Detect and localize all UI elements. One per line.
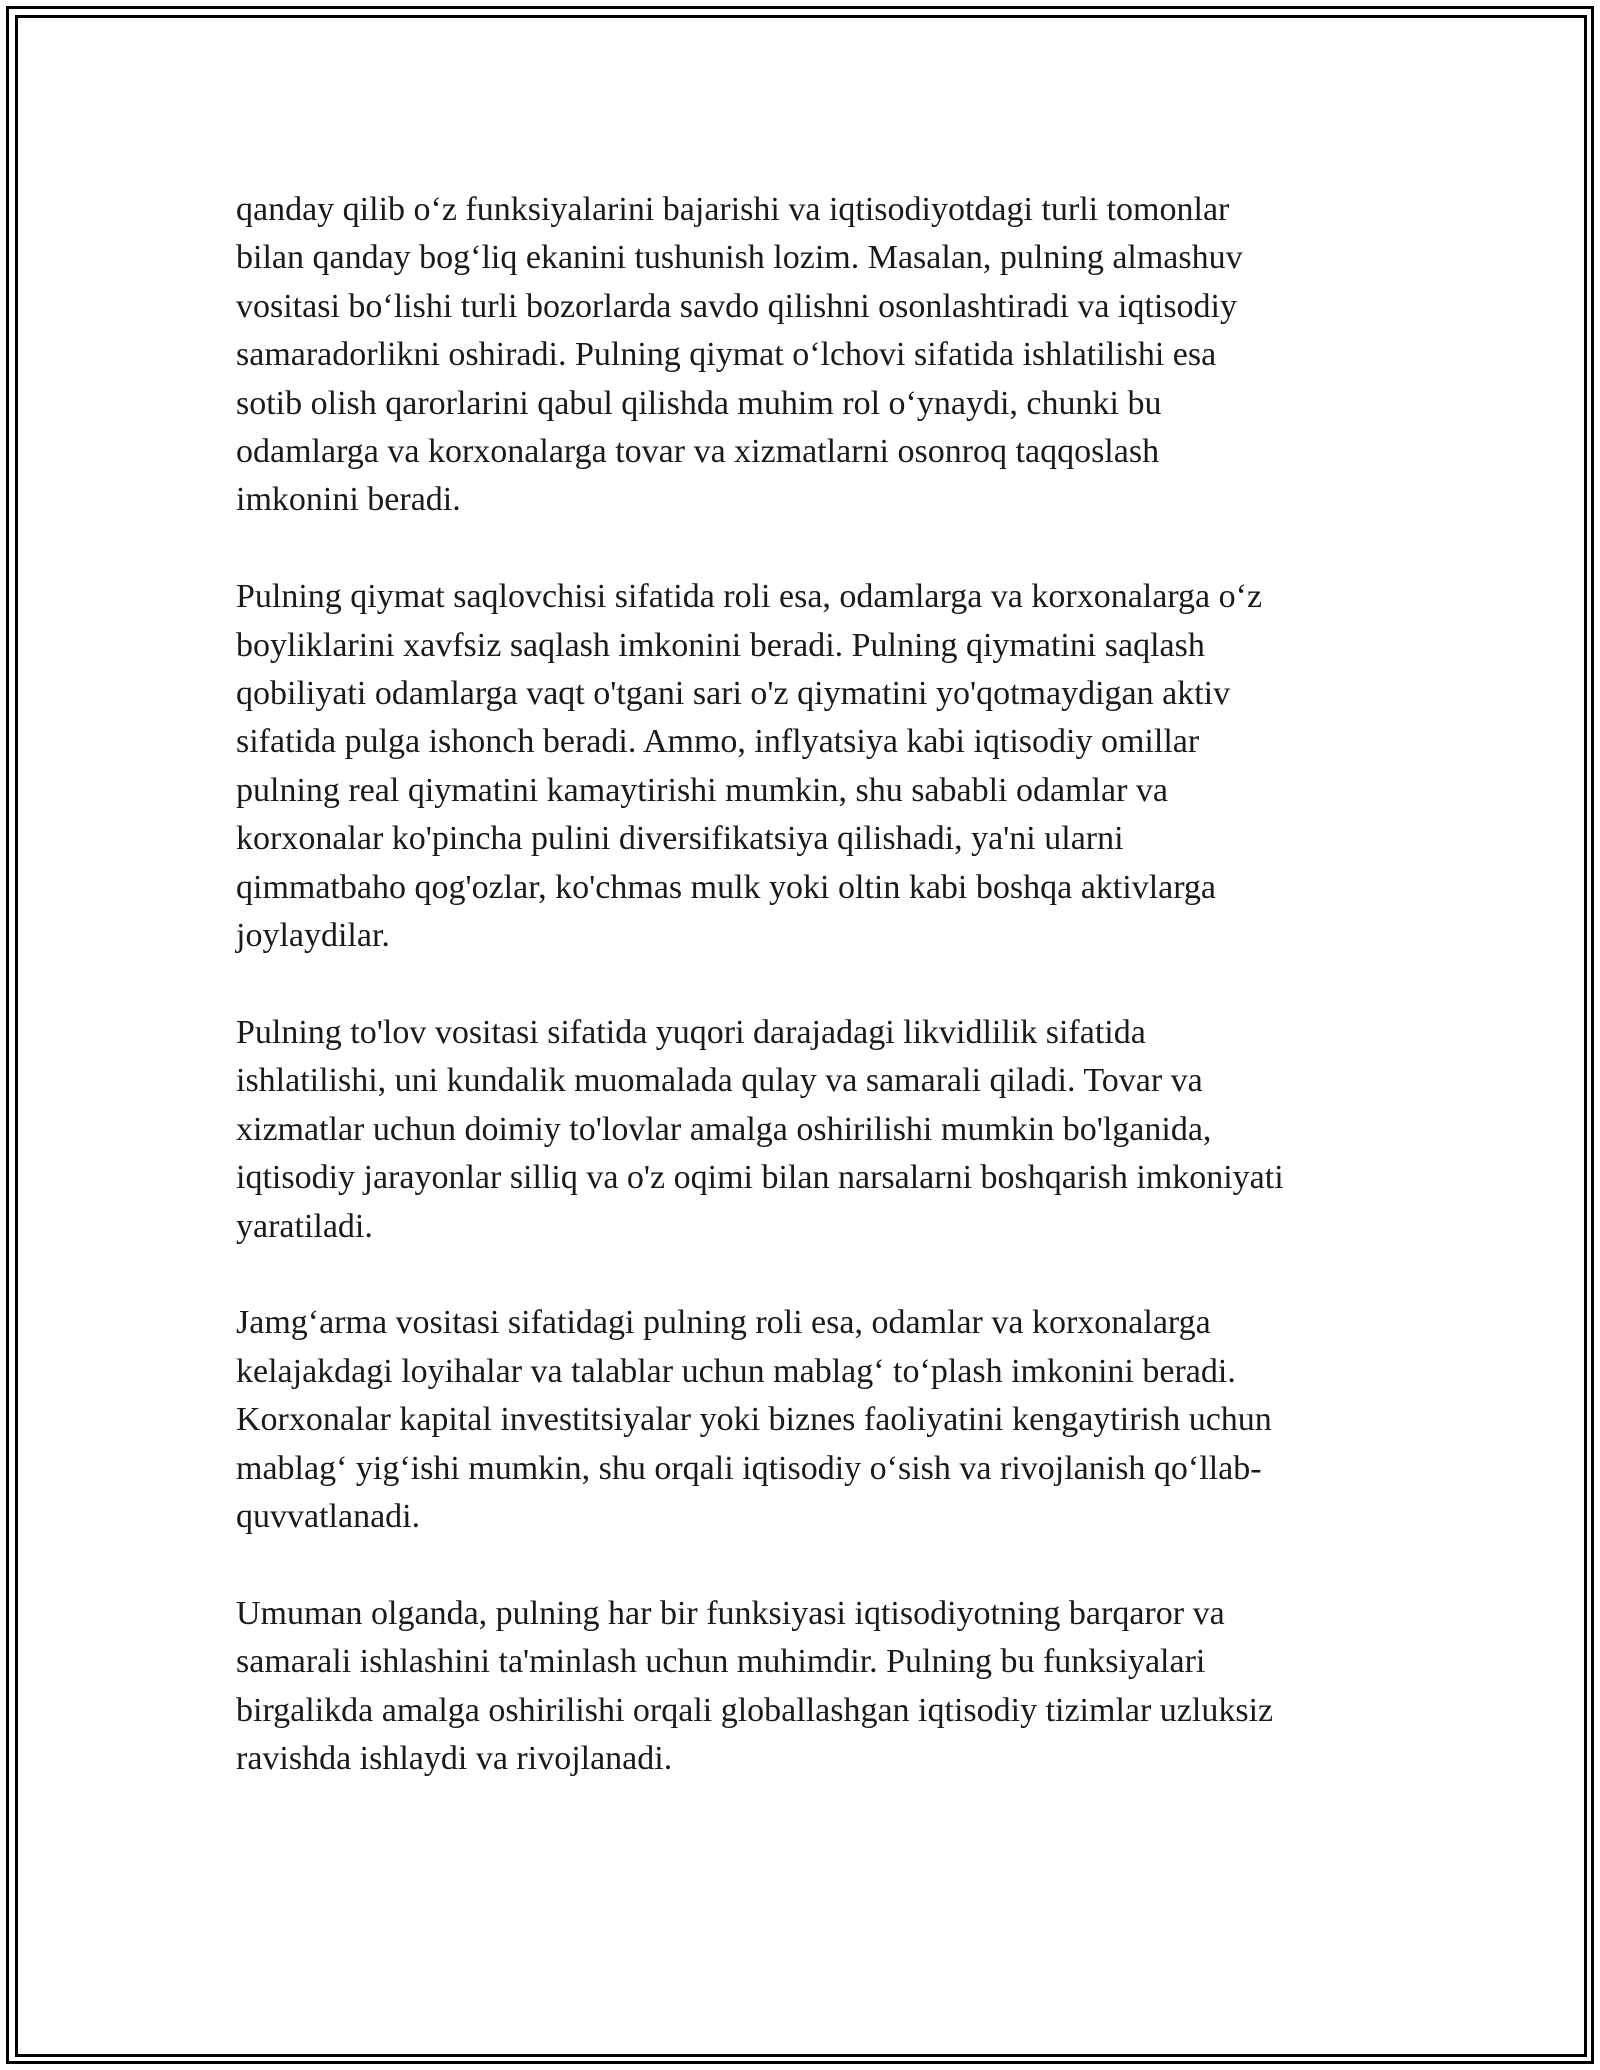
- text-line: vositasi bo‘lishi turli bozorlarda savdo qilishni osonlashtiradi va iqtisodiy: [236, 287, 1238, 325]
- text-line: yaratiladi.: [236, 1207, 373, 1245]
- text-line: quvvatlanadi.: [236, 1497, 421, 1535]
- text-line: imkonini beradi.: [236, 481, 461, 519]
- text-line: boyliklarini xavfsiz saqlash imkonini beradi. Pulning qiymatini saqlash: [236, 626, 1205, 664]
- text-line: mablag‘ yig‘ishi mumkin, shu orqali iqtisodiy o‘sish va rivojlanish qo‘llab-: [236, 1449, 1262, 1487]
- text-line: Pulning qiymat saqlovchisi sifatida roli esa, odamlarga va korxonalarga o‘z: [236, 578, 1263, 616]
- text-line: qanday qilib o‘z funksiyalarini bajarishi va iqtisodiyotdagi turli tomonlar: [236, 191, 1230, 228]
- text-line: iqtisodiy jarayonlar silliq va o'z oqimi bilan narsalarni boshqarish imkoniyati: [236, 1159, 1284, 1197]
- text-line: qimmatbaho qog'ozlar, ko'chmas mulk yoki oltin kabi boshqa aktivlarga: [236, 868, 1217, 906]
- paragraph-3: [236, 1009, 1384, 1251]
- document-body: [236, 186, 1384, 1783]
- paragraph-5: [236, 1590, 1384, 1784]
- text-line: sotib olish qarorlarini qabul qilishda muhim rol o‘ynaydi, chunki bu: [236, 384, 1162, 422]
- text-line: bilan qanday bog‘liq ekanini tushunish lozim. Masalan, pulning almashuv: [236, 239, 1243, 277]
- text-line: Korxonalar kapital investitsiyalar yoki biznes faoliyatini kengaytirish uchun: [236, 1401, 1272, 1439]
- text-line: kelajakdagi loyihalar va talablar uchun mablag‘ to‘plash imkonini beradi.: [236, 1352, 1236, 1390]
- text-line: samaradorlikni oshiradi. Pulning qiymat o‘lchovi sifatida ishlatilishi esa: [236, 336, 1217, 374]
- text-line: joylaydilar.: [236, 917, 390, 955]
- text-line: samarali ishlashini ta'minlash uchun muhimdir. Pulning bu funksiyalari: [236, 1643, 1206, 1681]
- text-line: xizmatlar uchun doimiy to'lovlar amalga oshirilishi mumkin bo'lganida,: [236, 1110, 1212, 1148]
- text-line: pulning real qiymatini kamaytirishi mumkin, shu sababli odamlar va: [236, 771, 1168, 809]
- text-line: birgalikda amalga oshirilishi orqali globallashgan iqtisodiy tizimlar uzluksiz: [236, 1691, 1274, 1729]
- text-line: korxonalar ko'pincha pulini diversifikatsiya qilishadi, ya'ni ularni: [236, 820, 1124, 858]
- text-line: ishlatilishi, uni kundalik muomalada qulay va samarali qiladi. Tovar va: [236, 1062, 1203, 1100]
- text-line: Pulning to'lov vositasi sifatida yuqori darajadagi likvidlilik sifatida: [236, 1013, 1146, 1051]
- text-line: Jamg‘arma vositasi sifatidagi pulning roli esa, odamlar va korxonalarga: [236, 1304, 1211, 1342]
- text-line: qobiliyati odamlarga vaqt o'tgani sari o'z qiymatini yo'qotmaydigan aktiv: [236, 675, 1231, 713]
- text-line: odamlarga va korxonalarga tovar va xizmatlarni osonroq taqqoslash: [236, 433, 1160, 471]
- paragraph-1: [236, 186, 1384, 525]
- text-line: ravishda ishlaydi va rivojlanadi.: [236, 1739, 673, 1777]
- text-line: Umuman olganda, pulning har bir funksiyasi iqtisodiyotning barqaror va: [236, 1594, 1225, 1632]
- paragraph-2: [236, 573, 1384, 960]
- paragraph-4: [236, 1299, 1384, 1541]
- text-line: sifatida pulga ishonch beradi. Ammo, inflyatsiya kabi iqtisodiy omillar: [236, 723, 1200, 761]
